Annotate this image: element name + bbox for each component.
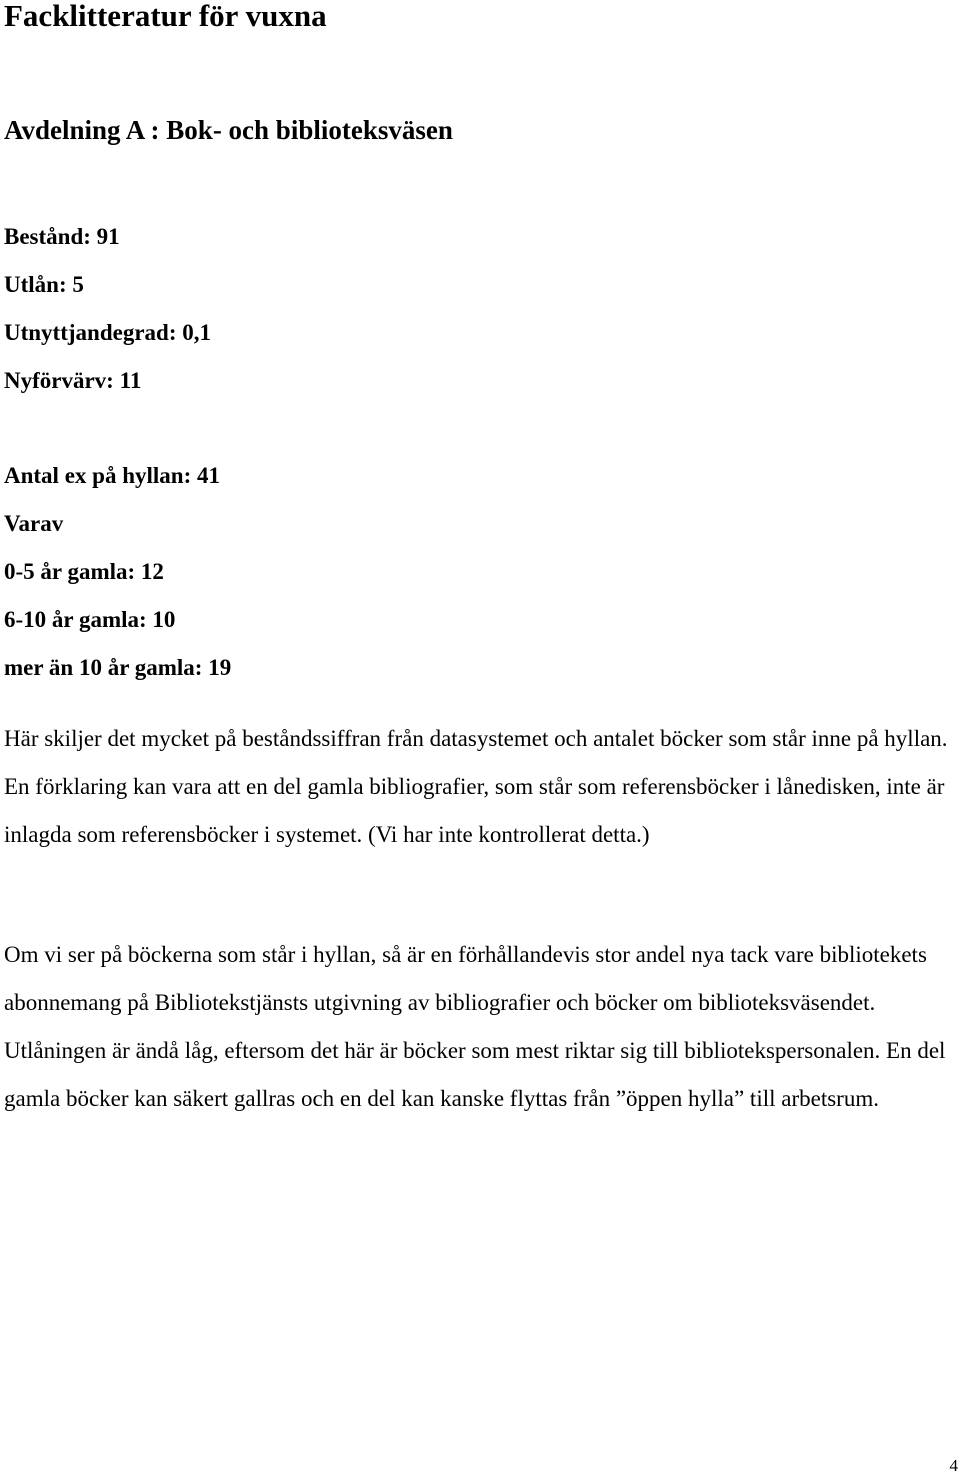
- stat-holdings: Bestånd: 91: [4, 224, 120, 249]
- holdings-stats: [4, 213, 211, 405]
- stat-age-over-10: mer än 10 år gamla: 19: [4, 655, 232, 680]
- page-number: 4: [949, 1456, 958, 1475]
- stat-of-which: Varav: [4, 511, 64, 536]
- document-title: Facklitteratur för vuxna: [4, 0, 327, 33]
- shelf-stats: [4, 452, 231, 692]
- stat-loans: Utlån: 5: [4, 272, 84, 297]
- stat-age-0-5: 0-5 år gamla: 12: [4, 559, 164, 584]
- section-heading: Avdelning A : Bok- och biblioteksväsen: [4, 115, 453, 145]
- stat-on-shelf: Antal ex på hyllan: 41: [4, 463, 220, 488]
- stat-acquisitions: Nyförvärv: 11: [4, 368, 142, 393]
- paragraph-discrepancy: Här skiljer det mycket på beståndssiffran från datasystemet och antalet böcker som står inne på hyllan. En förklaring kan vara att en del gamla bibliografier, som står som referensböcker i lånedisken, inte är inlagda som referensböcker i systemet. (Vi har inte kontrollerat detta.): [4, 726, 948, 847]
- stat-age-6-10: 6-10 år gamla: 10: [4, 607, 176, 632]
- paragraph-shelf-analysis: Om vi ser på böckerna som står i hyllan, så är en förhållandevis stor andel nya tack vare bibliotekets abonnemang på Bibliotekstjänsts utgivning av bibliografier och böcker om biblioteksväsendet. Utlåningen är ändå låg, eftersom det här är böcker som mest riktar sig till bibliotekspersonalen. En del gamla böcker kan säkert gallras och en del kan kanske flyttas från ”öppen hylla” till arbetsrum.: [4, 942, 946, 1111]
- stat-utilization: Utnyttjandegrad: 0,1: [4, 320, 211, 345]
